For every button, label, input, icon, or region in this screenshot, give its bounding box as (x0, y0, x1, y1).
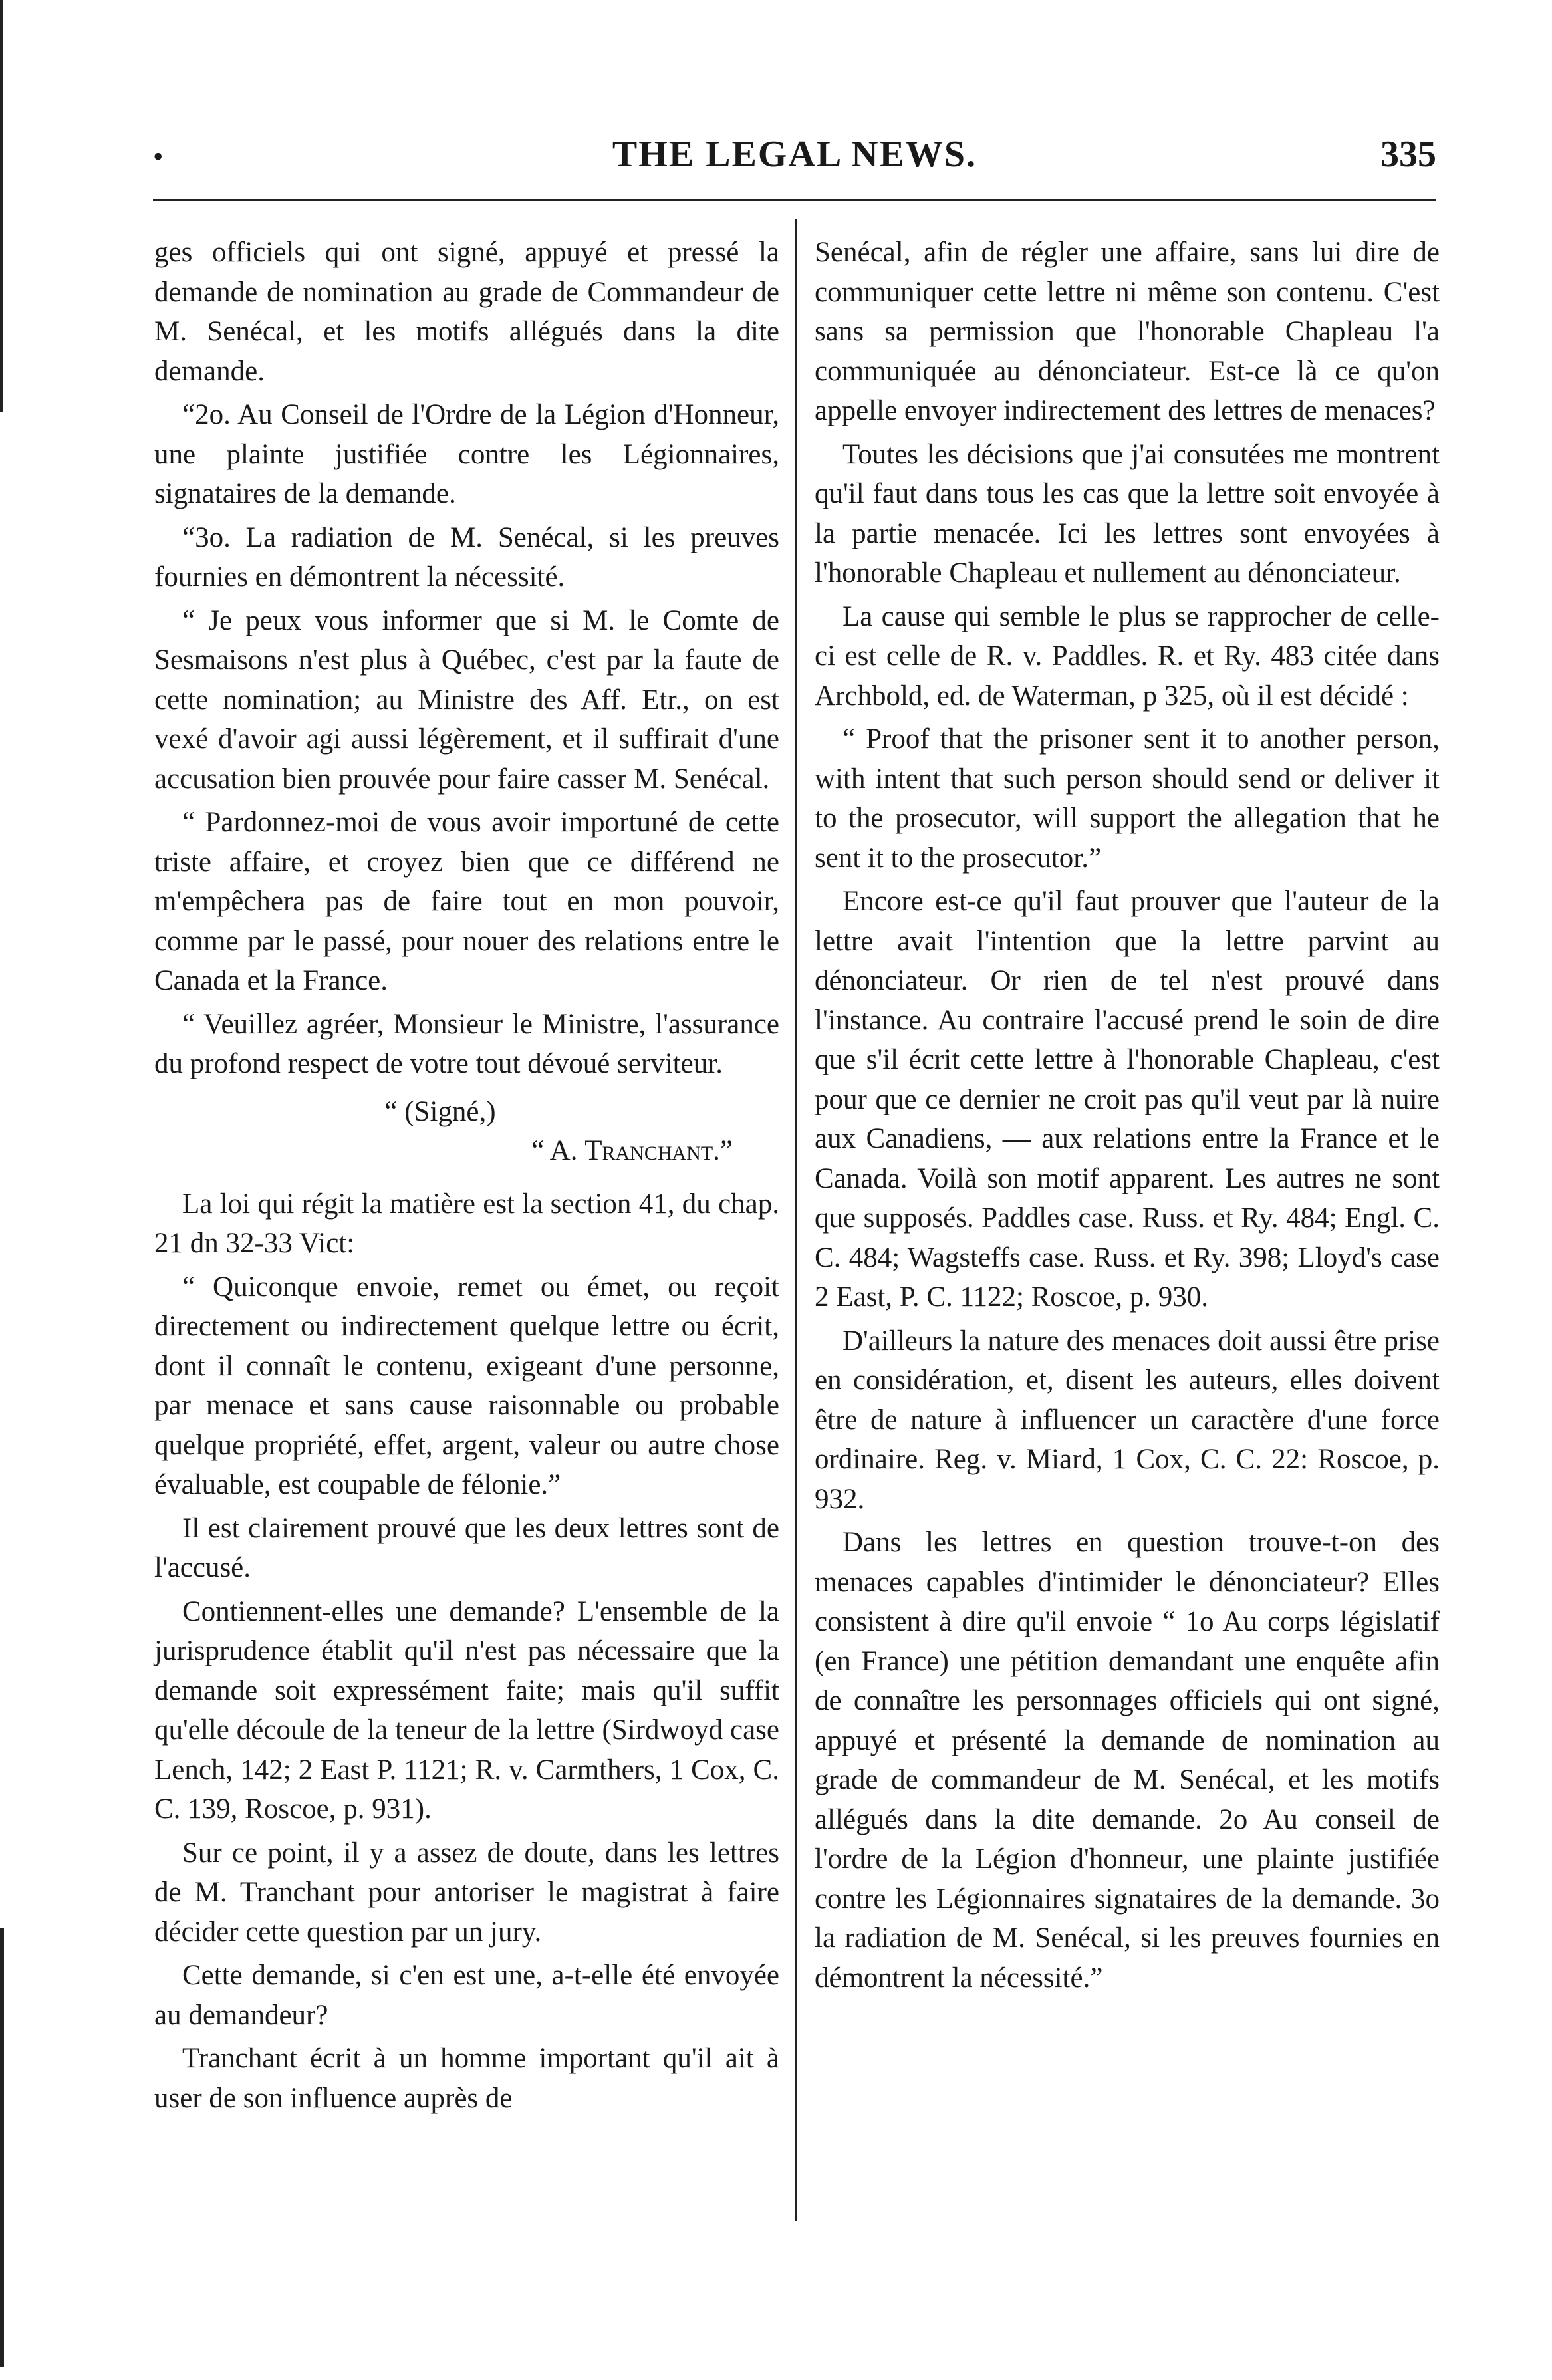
page-number: 335 (1380, 134, 1436, 175)
header-rule (153, 199, 1436, 201)
paragraph: ges officiels qui ont signé, appuyé et pressé la demande de nomination au grade de Commandeur de M. Senécal, et les motifs allégués dans la dite demande. (154, 237, 779, 387)
paragraph: “ Je peux vous informer que si M. le Comte de Sesmaisons n'est plus à Québec, c'est par la faute de cette nomination; au Ministre des Aff. Etr., on est vexé d'avoir agi aussi légèrement, et il suffirait d'une accusation bien prouvée pour faire casser M. Senécal. (154, 604, 779, 795)
left-column (154, 233, 779, 2122)
paragraph: Senécal, afin de régler une affaire, sans lui dire de communiquer cette lettre ni même son contenu. C'est sans sa permission que l'honorable Chapleau l'a communiquée au dénonciateur. Est-ce là ce qu'on appelle envoyer indirectement des lettres de menaces? (815, 237, 1440, 426)
running-header (153, 133, 1436, 180)
paragraph: D'ailleurs la nature des menaces doit aussi être prise en considération, et, disent les auteurs, elles doivent être de nature à influencer un caractère d'une force ordinaire. Reg. v. Miard, 1 Cox, C. C. 22: Roscoe, p. 932. (815, 1325, 1440, 1515)
paragraph: Dans les lettres en question trouve-t-on des menaces capables d'intimider le dénonciateur? Elles consistent à dire qu'il envoie “ 1o Au corps législatif (en France) une pétition demandant une enquête afin de connaître les personnages officiels qui ont signé, appuyé et présenté la demande de nomination au grade de commandeur de M. Senécal, et les motifs allégués dans la dite demande. 2o Au conseil de l'ordre de la Légion d'honneur, une plainte justifiée contre les Légionnaires signataires de la demande. 3o la radiation de M. Senécal, si les preuves fournies en démontrent la nécessité.” (815, 1527, 1440, 1994)
paragraph: “2o. Au Conseil de l'Ordre de la Légion d'Honneur, une plainte justifiée contre les Légionnaires, signataires de la demande. (154, 399, 779, 509)
signature-line: “ (Signé,) (384, 1095, 496, 1127)
left-edge-mark-lower (0, 1928, 4, 2367)
paragraph: “ Quiconque envoie, remet ou émet, ou reçoit directement ou indirectement quelque lettre ou écrit, dont il connaît le contenu, exigeant d'une personne, par menace et sans cause raisonnable ou probable quelque propriété, effet, argent, valeur ou autre chose évaluable, est coupable de félonie.” (154, 1271, 779, 1500)
header-dot: • (153, 140, 164, 173)
paragraph: “ Pardonnez-moi de vous avoir importuné de cette triste affaire, et croyez bien que ce différend ne m'empêchera pas de faire tout en mon pouvoir, comme par le passé, pour nouer des relations entre le Canada et la France. (154, 807, 779, 996)
paragraph: Encore est-ce qu'il faut prouver que l'auteur de la lettre avait l'intention que la lettre parvint au dénonciateur. Or rien de tel n'est prouvé dans l'instance. Au contraire l'accusé prend le soin de dire que s'il écrit cette lettre à l'honorable Chapleau, c'est pour que ce dernier ne croit pas qu'il veut par là nuire aux Canadiens, — aux relations entre la France et le Canada. Voilà son motif apparent. Les autres ne sont que supposés. Paddles case. Russ. et Ry. 484; Engl. C. C. 484; Wagsteffs case. Russ. et Ry. 398; Lloyd's case 2 East, P. C. 1122; Roscoe, p. 930. (815, 886, 1440, 1313)
paragraph: Toutes les décisions que j'ai consutées me montrent qu'il faut dans tous les cas que la lettre soit envoyée à la partie menacée. Ici les lettres sont envoyées à l'honorable Chapleau et nullement au dénonciateur. (815, 438, 1440, 589)
quotation: “ Proof that the prisoner sent it to another person, with intent that such person should send or deliver it to the prosecutor, will support the allegation that he sent it to the prosecutor.” (815, 724, 1440, 874)
paragraph: Cette demande, si c'en est une, a-t-elle été envoyée au demandeur? (154, 1960, 779, 2031)
right-column (815, 233, 1440, 2002)
left-edge-mark (0, 0, 3, 412)
paragraph: Tranchant écrit à un homme important qu'il ait à user de son influence auprès de (154, 2043, 779, 2114)
paragraph: Il est clairement prouvé que les deux lettres sont de l'accusé. (154, 1512, 779, 1583)
paragraph: Sur ce point, il y a assez de doute, dans les lettres de M. Tranchant pour antoriser le magistrat à faire décider cette question par un jury. (154, 1837, 779, 1948)
paragraph: Contiennent-elles une demande? L'ensemble de la jurisprudence établit qu'il n'est pas nécessaire que la demande soit expressément faite; mais qu'il suffit qu'elle découle de la teneur de la lettre (Sirdwoyd case Lench, 142; 2 East P. 1121; R. v. Carmthers, 1 Cox, C. C. 139, Roscoe, p. 931). (154, 1595, 779, 1825)
column-divider (795, 219, 797, 2221)
journal-title: THE LEGAL NEWS. (612, 134, 977, 175)
signature-name: “ A. Tranchant.” (531, 1135, 733, 1166)
paragraph: La loi qui régit la matière est la section 41, du chap. 21 dn 32-33 Vict: (154, 1188, 779, 1259)
paragraph: “3o. La radiation de M. Senécal, si les preuves fournies en démontrent la nécessité. (154, 521, 779, 593)
paragraph: “ Veuillez agréer, Monsieur le Ministre, l'assurance du profond respect de votre tout dévoué serviteur. (154, 1008, 779, 1079)
paragraph: La cause qui semble le plus se rapprocher de celle-ci est celle de R. v. Paddles. R. et Ry. 483 citée dans Archbold, ed. de Waterman, p 325, où il est décidé : (815, 600, 1440, 712)
